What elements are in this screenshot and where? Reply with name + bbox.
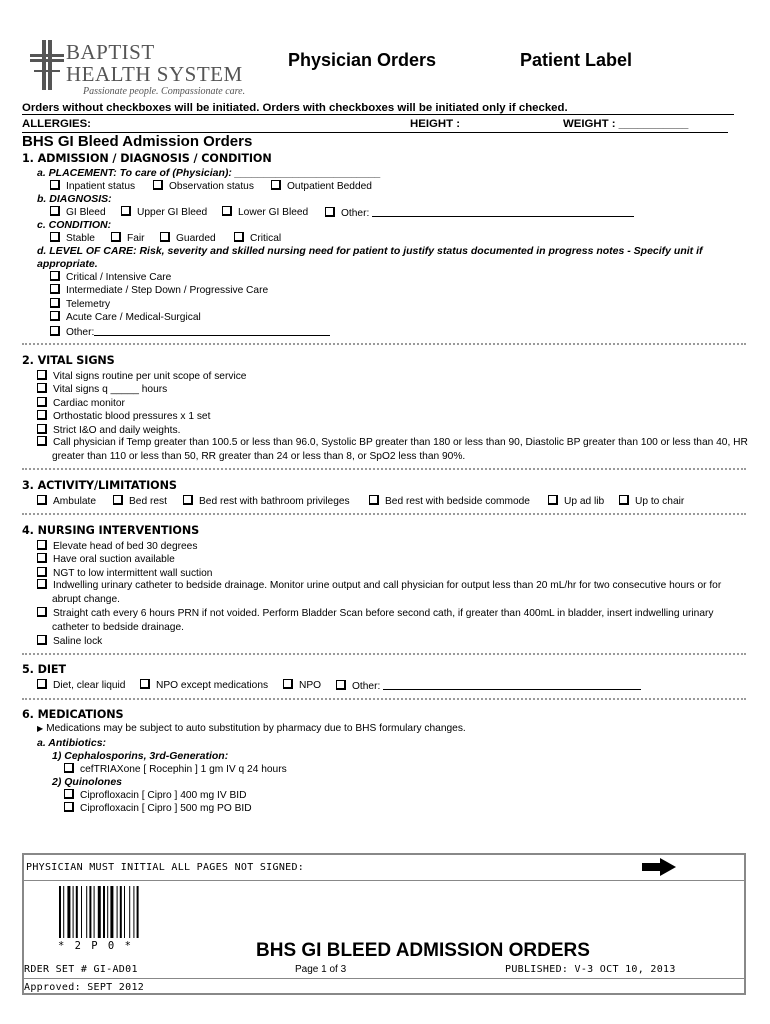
option-label: Stable [66,233,95,244]
vs-q-hours[interactable] [37,383,167,395]
checkbox[interactable] [37,579,47,589]
logo-tagline: Passionate people. Compassionate care. [83,86,246,97]
quinolones-label: 2) Quinolones [52,776,123,788]
cipro-iv-order[interactable] [64,789,246,801]
checkbox[interactable] [37,679,47,689]
loc-telemetry[interactable] [50,298,110,310]
medication-substitution-note [37,723,466,734]
option-label: Vital signs routine per unit scope of service [53,371,247,382]
checkbox[interactable] [113,495,123,505]
vs-routine[interactable] [37,370,246,382]
option-label: Critical / Intensive Care [66,272,172,283]
placement-inpatient[interactable] [50,180,135,192]
triangle-bullet-icon: ▶ [37,724,44,733]
option-label: Upper GI Bleed [137,207,208,218]
placement-label: a. PLACEMENT: To care of (Physician): _________________________ [37,167,381,179]
checkbox[interactable] [325,207,335,217]
option-label: NGT to low intermittent wall suction [53,568,213,579]
form-title: BHS GI Bleed Admission Orders [22,133,253,150]
option-label: Ciprofloxacin [ Cipro ] 400 mg IV BID [80,790,247,801]
checkbox[interactable] [50,326,60,336]
option-label: Fair [127,233,145,244]
nursing-straight-cath[interactable] [37,607,713,634]
checkbox[interactable] [37,635,47,645]
allergies-label: ALLERGIES: [22,118,91,130]
activity-up-to-chair[interactable] [619,495,684,507]
footer-divider [22,978,746,979]
vs-cardiac-monitor[interactable] [37,397,125,409]
option-label: GI Bleed [66,207,106,218]
checkbox[interactable] [37,424,47,434]
option-label: Bed rest with bedside commode [385,496,530,507]
option-label: Observation status [169,181,254,192]
nursing-ngt[interactable] [37,567,212,579]
loc-critical-care[interactable] [50,271,171,283]
section-divider [22,653,746,655]
option-label: Telemetry [66,299,111,310]
section-activity-heading: 3. ACTIVITY/LIMITATIONS [22,479,177,492]
other-loc-field[interactable] [94,325,330,336]
loc-acute-care[interactable] [50,311,201,323]
option-label: Saline lock [53,636,103,647]
checkbox[interactable] [50,311,60,321]
option-label: Have oral suction available [53,554,175,565]
option-label: Lower GI Bleed [238,207,309,218]
checkbox[interactable] [369,495,379,505]
option-label: Critical [250,233,282,244]
option-label-continued: greater than 110 or less than 50, RR greater than 24 or less than 8, or SpO2 less than 90%. [52,450,466,462]
option-label: Strict I&O and daily weights. [53,425,181,436]
ceftriaxone-order[interactable] [64,763,287,775]
checkbox[interactable] [222,206,232,216]
activity-ambulate[interactable] [37,495,96,507]
page-title: Physician Orders [288,50,437,70]
diagnosis-upper-gi-bleed[interactable] [121,206,207,218]
checkbox[interactable] [283,679,293,689]
nursing-indwelling-catheter[interactable] [37,579,721,606]
checkbox[interactable] [183,495,193,505]
checkbox[interactable] [548,495,558,505]
diet-clear-liquid[interactable] [37,679,125,691]
condition-guarded[interactable] [160,232,216,244]
order-set-number: RDER SET # GI-AD01 [24,964,138,975]
barcode-image [57,886,145,938]
cephalosporins-label: 1) Cephalosporins, 3rd-Generation: [52,750,229,762]
section-diet-heading: 5. DIET [22,663,66,676]
option-label: Bed rest with bathroom privileges [199,496,350,507]
activity-bed-rest[interactable] [113,495,167,507]
option-label-continued: abrupt change. [52,593,120,605]
checkbox[interactable] [50,284,60,294]
option-label: Bed rest [129,496,167,507]
activity-bedside-commode[interactable] [369,495,530,507]
activity-up-ad-lib[interactable] [548,495,604,507]
checkbox[interactable] [619,495,629,505]
loc-other[interactable] [50,325,330,338]
option-label: NPO except medications [156,680,269,691]
document-title: BHS GI BLEED ADMISSION ORDERS [256,940,590,961]
option-label: Ciprofloxacin [ Cipro ] 500 mg PO BID [80,803,252,814]
option-label: Indwelling urinary catheter to bedside drainage. Monitor urine output and call physician for output less than 20 mL/hr for two consecutive hours or for [53,580,722,591]
checkbox[interactable] [37,370,47,380]
option-label: Ambulate [53,496,97,507]
baptist-health-logo [28,38,248,98]
placement-outpatient-bedded[interactable] [271,180,372,192]
checkbox[interactable] [37,495,47,505]
vs-strict-io[interactable] [37,424,180,436]
option-label: Vital signs q _____ hours [53,384,168,395]
checkbox[interactable] [50,271,60,281]
checkbox[interactable] [121,206,131,216]
loc-intermediate[interactable] [50,284,268,296]
checkbox[interactable] [50,232,60,242]
page-number: Page 1 of 3 [295,964,347,975]
section-nursing-heading: 4. NURSING INTERVENTIONS [22,524,200,537]
checkbox[interactable] [37,397,47,407]
other-diet-field[interactable] [383,679,641,690]
section-divider [22,468,746,470]
option-label: Elevate head of bed 30 degrees [53,541,198,552]
diet-npo-except-meds[interactable] [140,679,268,691]
checkbox[interactable] [50,180,60,190]
checkbox[interactable] [37,410,47,420]
level-of-care-label: d. LEVEL OF CARE: Risk, severity and skilled nursing need for patient to justify status documented in progress notes - Specify unit if appropriate. [37,245,703,270]
option-label: Inpatient status [66,181,136,192]
condition-fair[interactable] [111,232,145,244]
option-label: NPO [299,680,322,691]
nursing-oral-suction[interactable] [37,553,175,565]
height-label: HEIGHT : [410,118,460,130]
checkbox[interactable] [160,232,170,242]
nursing-saline-lock[interactable] [37,635,102,647]
option-label: Up to chair [635,496,685,507]
nursing-elevate-hob[interactable] [37,540,197,552]
checkbox[interactable] [50,206,60,216]
checkbox[interactable] [336,680,346,690]
vs-orthostatic[interactable] [37,410,210,422]
checkbox[interactable] [37,540,47,550]
section-medications-heading: 6. MEDICATIONS [22,708,124,721]
option-label: Up ad lib [564,496,605,507]
checkbox[interactable] [50,298,60,308]
option-label: Orthostatic blood pressures x 1 set [53,411,211,422]
checkbox[interactable] [271,180,281,190]
weight-label: WEIGHT : ___________ [563,118,689,130]
checkbox[interactable] [37,553,47,563]
option-label: Acute Care / Medical-Surgical [66,312,201,323]
condition-stable[interactable] [50,232,95,244]
section-divider [22,513,746,515]
option-label: Cardiac monitor [53,398,125,409]
allergies-line[interactable] [22,118,728,133]
option-label: Diet, clear liquid [53,680,126,691]
section-divider [22,343,746,345]
option-label: Other: [341,208,370,219]
option-label: Other: [352,681,381,692]
cross-logo-icon [28,40,66,90]
option-label: Guarded [176,233,216,244]
section-divider [22,698,746,700]
condition-critical[interactable] [234,232,281,244]
antibiotics-label: a. Antibiotics: [37,737,107,749]
checkbox[interactable] [111,232,121,242]
intro-text: Orders without checkboxes will be initiated. Orders with checkboxes will be initiated only if checked. [22,102,734,115]
option-label: Intermediate / Step Down / Progressive Care [66,285,269,296]
option-label: Straight cath every 6 hours PRN if not voided. Perform Bladder Scan before second cath, if greater than 400mL in bladder, insert indwelling urinary [53,608,714,619]
initial-notice: PHYSICIAN MUST INITIAL ALL PAGES NOT SIGNED: [26,862,305,873]
logo-line2: HEALTH SYSTEM [66,62,243,86]
diet-other[interactable] [336,679,641,692]
vs-call-physician[interactable] [37,436,749,463]
checkbox[interactable] [64,763,74,773]
checkbox[interactable] [64,802,74,812]
diagnosis-lower-gi-bleed[interactable] [222,206,308,218]
checkbox[interactable] [140,679,150,689]
condition-label: c. CONDITION: [37,219,112,231]
diet-npo[interactable] [283,679,321,691]
option-label-continued: catheter to bedside drainage. [52,621,184,633]
cipro-po-order[interactable] [64,802,252,814]
option-label: Other: [66,327,95,338]
published-version: PUBLISHED: V-3 OCT 10, 2013 [505,964,676,975]
note-text: Medications may be subject to auto substitution by pharmacy due to BHS formulary changes. [46,723,466,734]
checkbox[interactable] [37,436,47,446]
checkbox[interactable] [64,789,74,799]
option-label: Outpatient Bedded [287,181,372,192]
checkbox[interactable] [37,607,47,617]
diagnosis-other[interactable] [325,206,634,219]
option-label: cefTRIAXone [ Rocephin ] 1 gm IV q 24 hours [80,764,287,775]
checkbox[interactable] [234,232,244,242]
checkbox[interactable] [153,180,163,190]
diagnosis-label: b. DIAGNOSIS: [37,193,112,205]
patient-label: Patient Label [520,50,633,70]
diagnosis-gi-bleed[interactable] [50,206,106,218]
logo-line1: BAPTIST [66,40,155,64]
option-label: Call physician if Temp greater than 100.5 or less than 96.0, Systolic BP greater than 180 or less than 90, Diastolic BP greater than 100 or less than 40, HR [53,437,748,448]
section-vital-signs-heading: 2. VITAL SIGNS [22,354,115,367]
activity-bathroom-privileges[interactable] [183,495,350,507]
placement-observation[interactable] [153,180,254,192]
approved-date: Approved: SEPT 2012 [24,982,145,993]
arrow-right-icon [642,858,676,876]
other-diagnosis-field[interactable] [372,206,634,217]
checkbox[interactable] [37,383,47,393]
checkbox[interactable] [37,567,47,577]
barcode-text: * 2 P 0 * [58,940,133,952]
section-admission-heading: 1. ADMISSION / DIAGNOSIS / CONDITION [22,152,272,165]
